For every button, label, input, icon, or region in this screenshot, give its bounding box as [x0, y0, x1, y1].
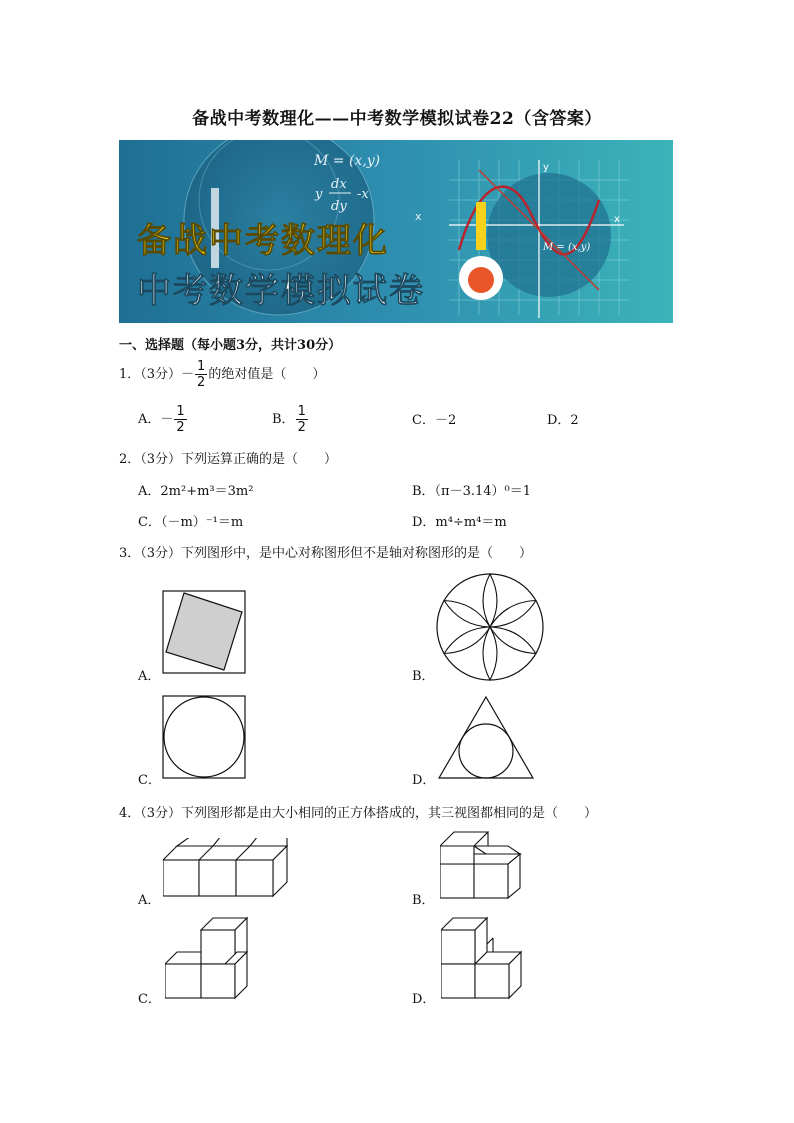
- q4-option-a[interactable]: A．: [138, 893, 161, 908]
- q2-option-b[interactable]: B．（π－3.14）⁰＝1: [412, 484, 532, 499]
- q1-fraction: [195, 360, 207, 389]
- banner-formula-m-right: M = (x,y): [543, 242, 591, 253]
- q3-figure-b: [435, 572, 545, 682]
- banner-image: [119, 140, 673, 323]
- q3-option-b[interactable]: B．: [412, 669, 435, 684]
- q3-option-c[interactable]: C．: [138, 773, 161, 788]
- q3-option-a[interactable]: A．: [138, 669, 161, 684]
- banner-formula-x: -x: [357, 187, 369, 202]
- q3-option-d[interactable]: D．: [412, 773, 436, 788]
- banner-line2: 中考数学模拟试卷: [137, 271, 425, 311]
- q3-figure-c: [162, 695, 248, 781]
- banner-axis-y-right: y: [543, 162, 549, 173]
- banner-formula-m: M = (x,y): [314, 153, 381, 169]
- q1-prefix: 1．（3分）－: [119, 367, 195, 382]
- banner-axis-x-right: x: [614, 214, 620, 225]
- banner-formula-dy: dy: [331, 199, 347, 214]
- q1-frac-num: 1: [197, 359, 206, 374]
- apple-icon: [468, 267, 494, 293]
- q1-b-label: B．: [272, 412, 295, 427]
- question-1-stem: [119, 360, 325, 389]
- q1-frac-den: 2: [197, 375, 206, 390]
- question-4-stem: 4．（3分）下列图形都是由大小相同的正方体搭成的，其三视图都相同的是（ ）: [119, 806, 598, 821]
- q4-figure-b: [440, 830, 524, 900]
- q1-a-fraction: [174, 405, 186, 434]
- q1-a-den: 2: [176, 420, 185, 435]
- q1-a-num: 1: [176, 404, 185, 419]
- q1-b-fraction: [296, 405, 308, 434]
- question-2-stem: 2．（3分）下列运算正确的是（ ）: [119, 452, 338, 467]
- question-3-stem: 3．（3分）下列图形中，是中心对称图形但不是轴对称图形的是（ ）: [119, 546, 533, 561]
- q4-option-d[interactable]: D．: [412, 992, 436, 1007]
- q4-option-b[interactable]: B．: [412, 893, 435, 908]
- q1-option-c[interactable]: C．－2: [412, 413, 457, 428]
- q2-option-a[interactable]: A．2m²+m³＝3m²: [138, 484, 254, 499]
- q1-suffix: 的绝对值是（ ）: [208, 367, 326, 382]
- q1-option-b[interactable]: [272, 405, 309, 434]
- q1-a-label: A．－: [138, 412, 174, 427]
- page-title: 备战中考数理化——中考数学模拟试卷22（含答案）: [192, 109, 602, 129]
- q1-b-num: 1: [297, 404, 306, 419]
- banner-formula-dx: dx: [331, 177, 347, 192]
- q1-option-d[interactable]: D．2: [547, 413, 579, 428]
- section-heading: 一、选择题（每小题3分，共计30分）: [119, 338, 342, 353]
- banner-line1: 备战中考数理化: [137, 221, 389, 261]
- banner-graphic: [119, 140, 673, 323]
- q2-option-c[interactable]: C．（－m）⁻¹＝m: [138, 515, 244, 530]
- banner-axis-x: x: [415, 210, 422, 223]
- q4-figure-c: [165, 916, 257, 1000]
- q4-figure-d: [441, 916, 525, 1000]
- banner-formula-y: y: [315, 187, 323, 202]
- q3-figure-a: [162, 590, 248, 676]
- pencil-icon-right: [476, 202, 486, 250]
- q3-figure-d: [436, 695, 536, 781]
- q1-option-a[interactable]: [138, 405, 188, 434]
- q1-b-den: 2: [297, 420, 306, 435]
- q4-figure-a: [163, 838, 291, 900]
- q4-option-c[interactable]: C．: [138, 992, 161, 1007]
- q2-option-d[interactable]: D．m⁴÷m⁴＝m: [412, 515, 507, 530]
